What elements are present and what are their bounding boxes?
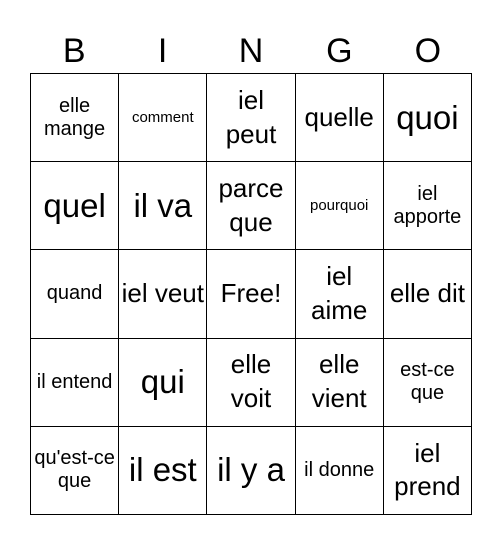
bingo-cell[interactable]: iel apporte (384, 162, 472, 250)
header-letter-g: G (326, 32, 353, 70)
bingo-cell[interactable]: il donne (296, 427, 384, 515)
bingo-cell[interactable]: elle dit (384, 250, 472, 338)
bingo-board (30, 73, 472, 515)
bingo-cell[interactable]: qu'est-ce que (31, 427, 119, 515)
bingo-cell[interactable]: quoi (384, 74, 472, 162)
bingo-cell[interactable]: quel (31, 162, 119, 250)
bingo-cell[interactable]: iel prend (384, 427, 472, 515)
bingo-cell[interactable]: quelle (296, 74, 384, 162)
header-letter-n: N (238, 32, 264, 70)
bingo-cell[interactable]: il est (119, 427, 207, 515)
bingo-cell[interactable]: iel veut (119, 250, 207, 338)
header-letter-o: O (414, 32, 442, 70)
bingo-cell[interactable]: il entend (31, 339, 119, 427)
header-letter-i: I (157, 32, 168, 70)
bingo-cell[interactable]: est-ce que (384, 339, 472, 427)
bingo-cell[interactable]: quand (31, 250, 119, 338)
bingo-cell[interactable]: iel aime (296, 250, 384, 338)
bingo-header (30, 30, 472, 72)
bingo-cell[interactable]: comment (119, 74, 207, 162)
bingo-cell[interactable]: elle vient (296, 339, 384, 427)
bingo-cell[interactable]: il va (119, 162, 207, 250)
header-letter-b: B (62, 32, 86, 70)
bingo-cell[interactable]: parce que (207, 162, 295, 250)
bingo-cell[interactable]: il y a (207, 427, 295, 515)
bingo-cell[interactable]: elle voit (207, 339, 295, 427)
bingo-cell[interactable]: elle mange (31, 74, 119, 162)
bingo-cell-free[interactable]: Free! (207, 250, 295, 338)
bingo-cell[interactable]: pourquoi (296, 162, 384, 250)
bingo-cell[interactable]: qui (119, 339, 207, 427)
bingo-cell[interactable]: iel peut (207, 74, 295, 162)
